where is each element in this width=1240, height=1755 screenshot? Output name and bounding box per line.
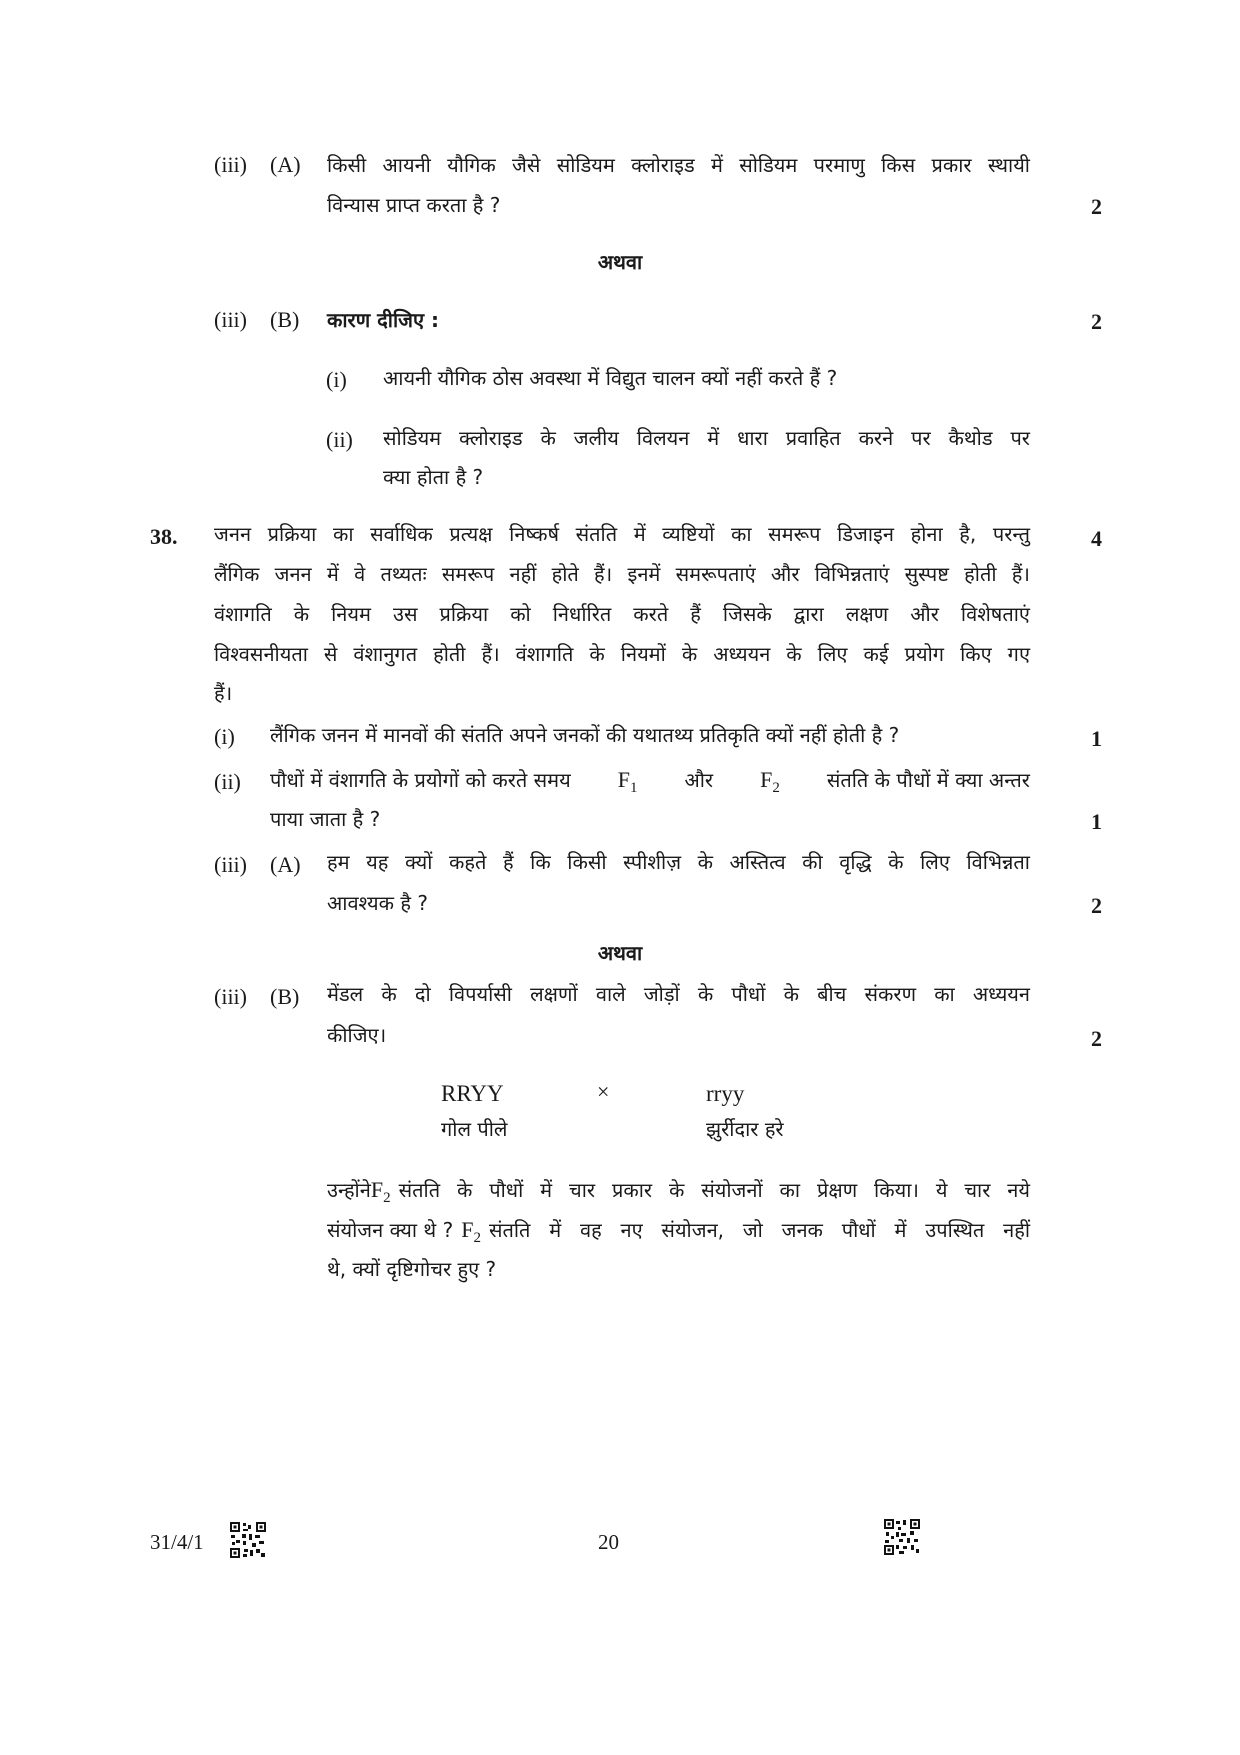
q38-iiiB-sub: (B): [270, 984, 300, 1009]
q37-iiiA-label: (iii): [214, 152, 247, 177]
q37-iiiB-heading: कारण दीजिए :: [327, 308, 439, 332]
q38-iiiB-f-post: संतति के पौधों में चार प्रकार के संयोजनों का प्रेक्षण किया। ये चार नये: [398, 1178, 1030, 1202]
q38-iiiB-f-pre: उन्होंने: [327, 1178, 371, 1202]
cross-parent2-phenotype: झुर्रीदार हरे: [706, 1117, 784, 1141]
q38-ii-f1: $F_1$: [617, 767, 638, 796]
q38-para-line5: हैं।: [214, 681, 233, 705]
q37-iiiA-sub: (A): [270, 152, 301, 177]
q38-iiiB-marks: 2: [1091, 1026, 1102, 1051]
q38-marks: 4: [1091, 526, 1102, 551]
paper-code: 31/4/1: [150, 1530, 204, 1554]
q38-ii-mid: और: [684, 768, 714, 792]
q37-iiiB-ii-label: (ii): [326, 427, 353, 452]
q38-ii-line2: पाया जाता है ?: [270, 807, 381, 831]
q38-para-line1: जनन प्रक्रिया का सर्वाधिक प्रत्यक्ष निष्कर्ष संतति में व्यष्टियों का समरूप डिजाइन होना है, परन्तु: [214, 522, 1030, 546]
cross-parent1-phenotype: गोल पीले: [441, 1117, 508, 1141]
q37-iiiB-sub: (B): [270, 307, 300, 332]
q38-iiiB-f-line1: [327, 1175, 1030, 1205]
q38-i-label: (i): [214, 724, 235, 749]
cross-parent1-genotype: RRYY: [441, 1081, 504, 1106]
q38-ii-f2: $F_2$: [760, 767, 780, 796]
q38-ii-pre: पौधों में वंशागति के प्रयोगों को करते समय: [270, 768, 571, 792]
q38-iiiA-marks: 2: [1091, 893, 1102, 918]
q37-iiiB-label: (iii): [214, 307, 247, 332]
q38-ii-line1: [270, 765, 1030, 795]
q38-para-line3: वंशागति के नियम उस प्रक्रिया को निर्धारित करते हैं जिसके द्वारा लक्षण और विशेषताएं: [214, 602, 1030, 626]
q38-iiiB-f-line3: थे, क्यों दृष्टिगोचर हुए ?: [327, 1257, 497, 1281]
qr-code-icon-left: [230, 1522, 266, 1558]
cross-times-symbol: ×: [597, 1079, 610, 1104]
q38-para-line4: विश्वसनीयता से वंशानुगत होती हैं। वंशागति के नियमों के अध्ययन के लिए कई प्रयोग किए गए: [214, 642, 1030, 666]
q38-ii-label: (ii): [214, 769, 241, 794]
q37-iiiA-line1: किसी आयनी यौगिक जैसे सोडियम क्लोराइड में सोडियम परमाणु किस प्रकार स्थायी: [327, 153, 1030, 177]
q38-iiiA-line2: आवश्यक है ?: [327, 891, 428, 915]
q38-i-marks: 1: [1091, 726, 1102, 751]
q37-iiiB-ii-line1: सोडियम क्लोराइड के जलीय विलयन में धारा प्रवाहित करने पर कैथोड पर: [383, 426, 1030, 450]
qr-code-icon-right: [884, 1519, 920, 1555]
q38-ii-marks: 1: [1091, 809, 1102, 834]
q37-iiiB-i-label: (i): [326, 367, 347, 392]
q38-para-line2: लैंगिक जनन में वे तथ्यतः समरूप नहीं होते हैं। इनमें समरूपताएं और विभिन्नताएं सुस्पष्ट होती हैं।: [214, 562, 1030, 586]
q38-iiiB-line2: कीजिए।: [327, 1023, 387, 1047]
q38-iiiA-line1: हम यह क्यों कहते हैं कि किसी स्पीशीज़ के अस्तित्व की वृद्धि के लिए विभिन्नता: [327, 850, 1030, 874]
or-separator-2: अथवा: [597, 941, 643, 965]
page-number: 20: [598, 1530, 619, 1554]
q38-number: 38.: [150, 524, 178, 549]
q37-iiiA-marks: 2: [1091, 194, 1102, 219]
q38-iiiB-label: (iii): [214, 984, 247, 1009]
q38-iiiA-label: (iii): [214, 852, 247, 877]
q38-iiiB-line1: मेंडल के दो विपर्यासी लक्षणों वाले जोड़ों के पौधों के बीच संकरण का अध्ययन: [327, 982, 1030, 1006]
q38-iiiB-f2a: $F_2$: [370, 1177, 391, 1206]
q38-iiiB-f-line2-post: संतति में वह नए संयोजन, जो जनक पौधों में उपस्थित नहीं: [488, 1218, 1030, 1242]
q38-iiiB-f-line2-pre: संयोजन क्या थे ?: [327, 1218, 454, 1242]
q38-ii-post: संतति के पौधों में क्या अन्तर: [826, 768, 1030, 792]
or-separator-1: अथवा: [597, 250, 643, 274]
q37-iiiB-marks: 2: [1091, 309, 1102, 334]
q38-iiiB-f2b: $F_2$: [461, 1217, 481, 1246]
cross-parent2-genotype: rryy: [706, 1081, 745, 1106]
q38-iiiA-sub: (A): [270, 852, 301, 877]
q37-iiiB-i-text: आयनी यौगिक ठोस अवस्था में विद्युत चालन क्यों नहीं करते हैं ?: [383, 366, 838, 390]
q37-iiiB-ii-line2: क्या होता है ?: [383, 465, 484, 489]
q37-iiiA-line2: विन्यास प्राप्त करता है ?: [327, 193, 501, 217]
q38-i-text: लैंगिक जनन में मानवों की संतति अपने जनकों की यथातथ्य प्रतिकृति क्यों नहीं होती है ?: [270, 723, 900, 747]
q38-iiiB-f-line2: [327, 1215, 1030, 1245]
